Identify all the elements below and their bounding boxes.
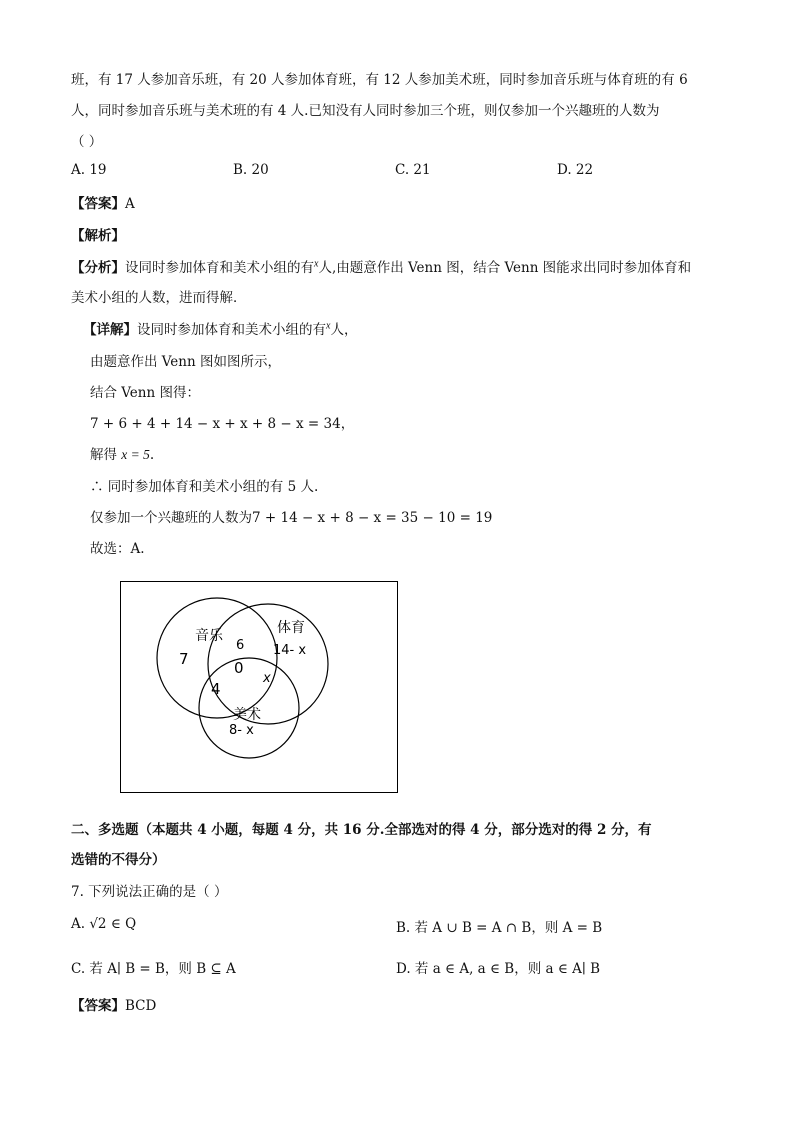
eq2-math: x = 5 [121, 447, 150, 462]
q6-stem-line1: 班，有 17 人参加音乐班，有 20 人参加体育班，有 12 人参加美术班，同时参加音乐班与体育班的有 6 [71, 72, 688, 88]
venn-diagram-frame [120, 581, 398, 793]
equation-1: 7 + 6 + 4 + 14 − x + x + 8 − x = 34， [90, 416, 355, 432]
section-2-heading-line1: 二、多选题（本题共 4 小题，每题 4 分，共 16 分.全部选对的得 4 分，部分选对的得 2 分，有 [71, 822, 652, 838]
music-only-value: 7 [179, 650, 189, 668]
q6-stem-line3: （ ） [71, 134, 103, 150]
q7-answer [71, 994, 156, 1014]
q6-stem-line2: 人，同时参加音乐班与美术班的有 4 人.已知没有人同时参加三个班，则仅参加一个兴趣班的人数为 [71, 103, 660, 119]
music-sport-value: 6 [236, 638, 245, 653]
center-value: 0 [234, 659, 244, 677]
q7-answer-value: BCD [125, 998, 157, 1014]
eq2-suffix: . [149, 447, 155, 463]
q6-option-a: A. 19 [71, 162, 107, 178]
fenxi-line2: 美术小组的人数，进而得解． [71, 290, 247, 306]
jiexi-label: 【解析】 [71, 228, 125, 244]
art-only-value: 8- x [229, 723, 254, 738]
fenxi-text-b: 人,由题意作出 Venn 图，结合 Venn 图能求出同时参加体育和 [318, 260, 692, 276]
answer-label: 【答案】 [71, 196, 125, 212]
q7-answer-label: 【答案】 [71, 998, 125, 1014]
xiangjie-text-a: 设同时参加体育和美术小组的有 [137, 322, 326, 338]
sport-only-value: 14- x [273, 643, 307, 658]
q7-option-b: B. 若 A ∪ B = A ∩ B，则 A = B [396, 920, 603, 936]
choose-line: 故选：A. [90, 541, 145, 557]
conclusion: ∴ 同时参加体育和美术小组的有 5 人. [90, 479, 319, 495]
xiangjie-text-b: 人， [330, 322, 358, 338]
q6-option-b: B. 20 [233, 162, 269, 178]
eq2-prefix: 解得 [90, 447, 117, 463]
music-circle [157, 598, 277, 718]
equation-2 [90, 443, 154, 463]
xiangjie-var: x [326, 320, 331, 332]
fenxi-label: 【分析】 [71, 260, 125, 276]
answer-value: A [125, 196, 135, 212]
only-one-text: 仅参加一个兴趣班的人数为 [90, 510, 252, 526]
music-label: 音乐 [195, 628, 223, 644]
xiangjie-line [83, 318, 357, 338]
step-2: 结合 Venn 图得： [90, 385, 200, 401]
only-one-line [90, 506, 492, 526]
music-art-value: 4 [211, 680, 221, 698]
fenxi-text-a: 设同时参加体育和美术小组的有 [125, 260, 314, 276]
q6-option-c: C. 21 [395, 162, 431, 178]
only-one-math: 7 + 14 − x + 8 − x = 35 − 10 = 19 [252, 510, 493, 526]
q6-answer [71, 192, 135, 212]
q7-stem: 7. 下列说法正确的是（ ） [71, 884, 228, 900]
sport-art-value: x [263, 671, 271, 686]
sport-label: 体育 [277, 620, 305, 636]
fenxi-var: x [314, 258, 319, 270]
q7-option-d: D. 若 a ∈ A, a ∈ B，则 a ∈ A∣ B [396, 961, 601, 977]
step-1: 由题意作出 Venn 图如图所示， [90, 354, 281, 370]
q7-option-a: A. √2 ∈ Q [71, 916, 137, 932]
q6-option-d: D. 22 [557, 162, 594, 178]
section-2-heading-line2: 选错的不得分） [71, 852, 166, 868]
fenxi-line1 [71, 256, 691, 276]
xiangjie-label: 【详解】 [83, 322, 137, 338]
art-label: 美术 [233, 707, 261, 723]
venn-diagram [121, 582, 397, 792]
q7-option-c: C. 若 A∣ B = B，则 B ⊆ A [71, 961, 236, 977]
